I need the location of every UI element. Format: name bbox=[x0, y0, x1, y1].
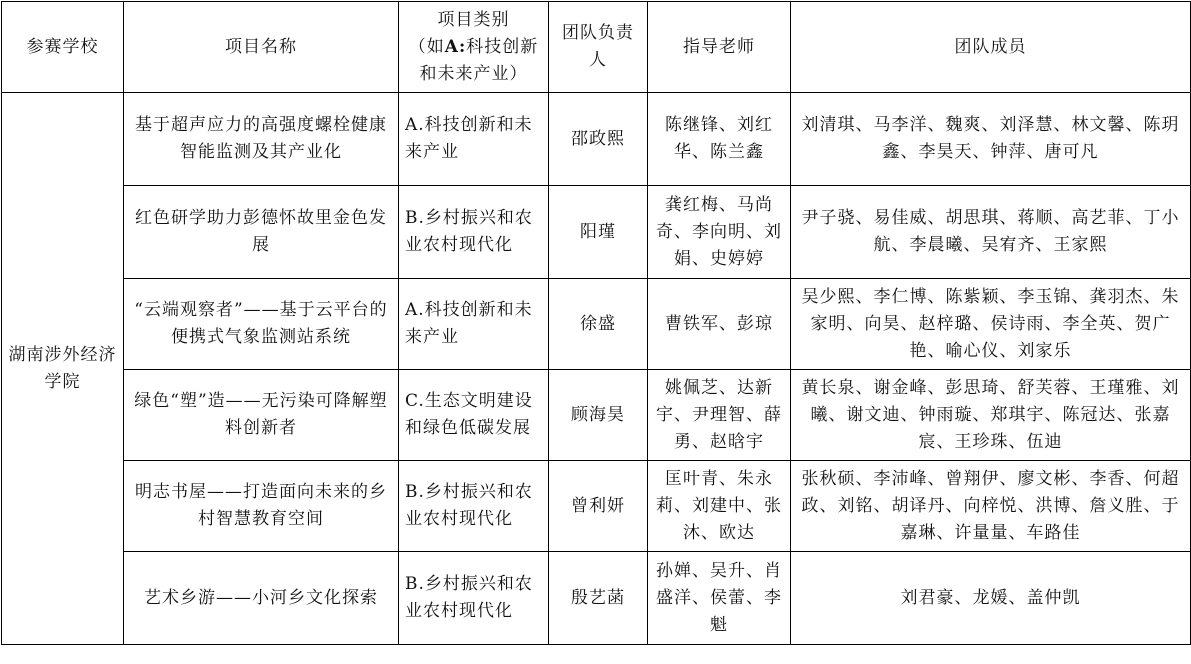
advisor-cell: 匡叶青、朱永莉、刘建中、张沐、欧达 bbox=[648, 461, 791, 552]
table-row bbox=[2, 370, 1191, 461]
project-name-cell: 基于超声应力的高强度螺栓健康智能监测及其产业化 bbox=[124, 93, 399, 186]
header-leader: 团队负责人 bbox=[549, 2, 648, 93]
competition-table bbox=[1, 1, 1191, 645]
category-cell: A.科技创新和未来产业 bbox=[399, 279, 549, 370]
header-category-line1: 项目类别 bbox=[437, 9, 510, 30]
members-cell: 黄长泉、谢金峰、彭思琦、舒芙蓉、王瑾雅、刘曦、谢文迪、钟雨璇、郑琪宇、陈冠达、张嘉宸、王珍珠、伍迪 bbox=[791, 370, 1191, 461]
leader-cell: 顾海昊 bbox=[549, 370, 648, 461]
table-row bbox=[2, 93, 1191, 186]
header-project-name: 项目名称 bbox=[124, 2, 399, 93]
advisor-cell: 姚佩芝、达新宇、尹理智、薛勇、赵晗宇 bbox=[648, 370, 791, 461]
members-cell: 刘君豪、龙媛、盖仲凯 bbox=[791, 552, 1191, 645]
members-cell: 尹子骁、易佳威、胡思琪、蒋顺、高艺菲、丁小航、李晨曦、吴宥齐、王家熙 bbox=[791, 186, 1191, 279]
project-name-cell: 明志书屋——打造面向未来的乡村智慧教育空间 bbox=[124, 461, 399, 552]
category-cell: A.科技创新和未来产业 bbox=[399, 93, 549, 186]
table-row bbox=[2, 461, 1191, 552]
header-category-pre: （如 bbox=[408, 36, 445, 57]
advisor-cell: 孙婵、吴升、肖盛洋、侯蕾、李魁 bbox=[648, 552, 791, 645]
members-cell: 刘清琪、马李洋、魏爽、刘泽慧、林文馨、陈玥鑫、李昊天、钟萍、唐可凡 bbox=[791, 93, 1191, 186]
header-category-bold: A: bbox=[444, 36, 467, 57]
header-category-post: 科技创新和未来产业） bbox=[419, 36, 539, 84]
advisor-cell: 曹铁军、彭琼 bbox=[648, 279, 791, 370]
project-name-cell: 艺术乡游——小河乡文化探索 bbox=[124, 552, 399, 645]
header-category bbox=[399, 2, 549, 93]
table-row bbox=[2, 552, 1191, 645]
header-members: 团队成员 bbox=[791, 2, 1191, 93]
project-name-cell: 红色研学助力彭德怀故里金色发展 bbox=[124, 186, 399, 279]
members-cell: 吴少熙、李仁博、陈紫颖、李玉锦、龚羽杰、朱家明、向昊、赵梓璐、侯诗雨、李全英、贺广艳、喻心仪、刘家乐 bbox=[791, 279, 1191, 370]
leader-cell: 殷艺菡 bbox=[549, 552, 648, 645]
header-row bbox=[2, 2, 1191, 93]
table-row bbox=[2, 186, 1191, 279]
leader-cell: 邵政熙 bbox=[549, 93, 648, 186]
category-cell: B.乡村振兴和农业农村现代化 bbox=[399, 186, 549, 279]
category-cell: B.乡村振兴和农业农村现代化 bbox=[399, 552, 549, 645]
project-name-cell: “云端观察者”——基于云平台的便携式气象监测站系统 bbox=[124, 279, 399, 370]
advisor-cell: 陈继锋、刘红华、陈兰鑫 bbox=[648, 93, 791, 186]
header-advisor: 指导老师 bbox=[648, 2, 791, 93]
advisor-cell: 龚红梅、马尚奇、李向明、刘娟、史婷婷 bbox=[648, 186, 791, 279]
header-school: 参赛学校 bbox=[2, 2, 124, 93]
category-cell: B.乡村振兴和农业农村现代化 bbox=[399, 461, 549, 552]
leader-cell: 徐盛 bbox=[549, 279, 648, 370]
leader-cell: 曾利妍 bbox=[549, 461, 648, 552]
category-cell: C.生态文明建设和绿色低碳发展 bbox=[399, 370, 549, 461]
members-cell: 张秋硕、李沛峰、曾翔伊、廖文彬、李香、何超政、刘铭、胡译丹、向梓悦、洪博、詹义胜、于嘉琳、许量量、车路佳 bbox=[791, 461, 1191, 552]
project-name-cell: 绿色“塑”造——无污染可降解塑料创新者 bbox=[124, 370, 399, 461]
leader-cell: 阳瑾 bbox=[549, 186, 648, 279]
table-row bbox=[2, 279, 1191, 370]
school-cell: 湖南涉外经济学院 bbox=[2, 93, 124, 645]
